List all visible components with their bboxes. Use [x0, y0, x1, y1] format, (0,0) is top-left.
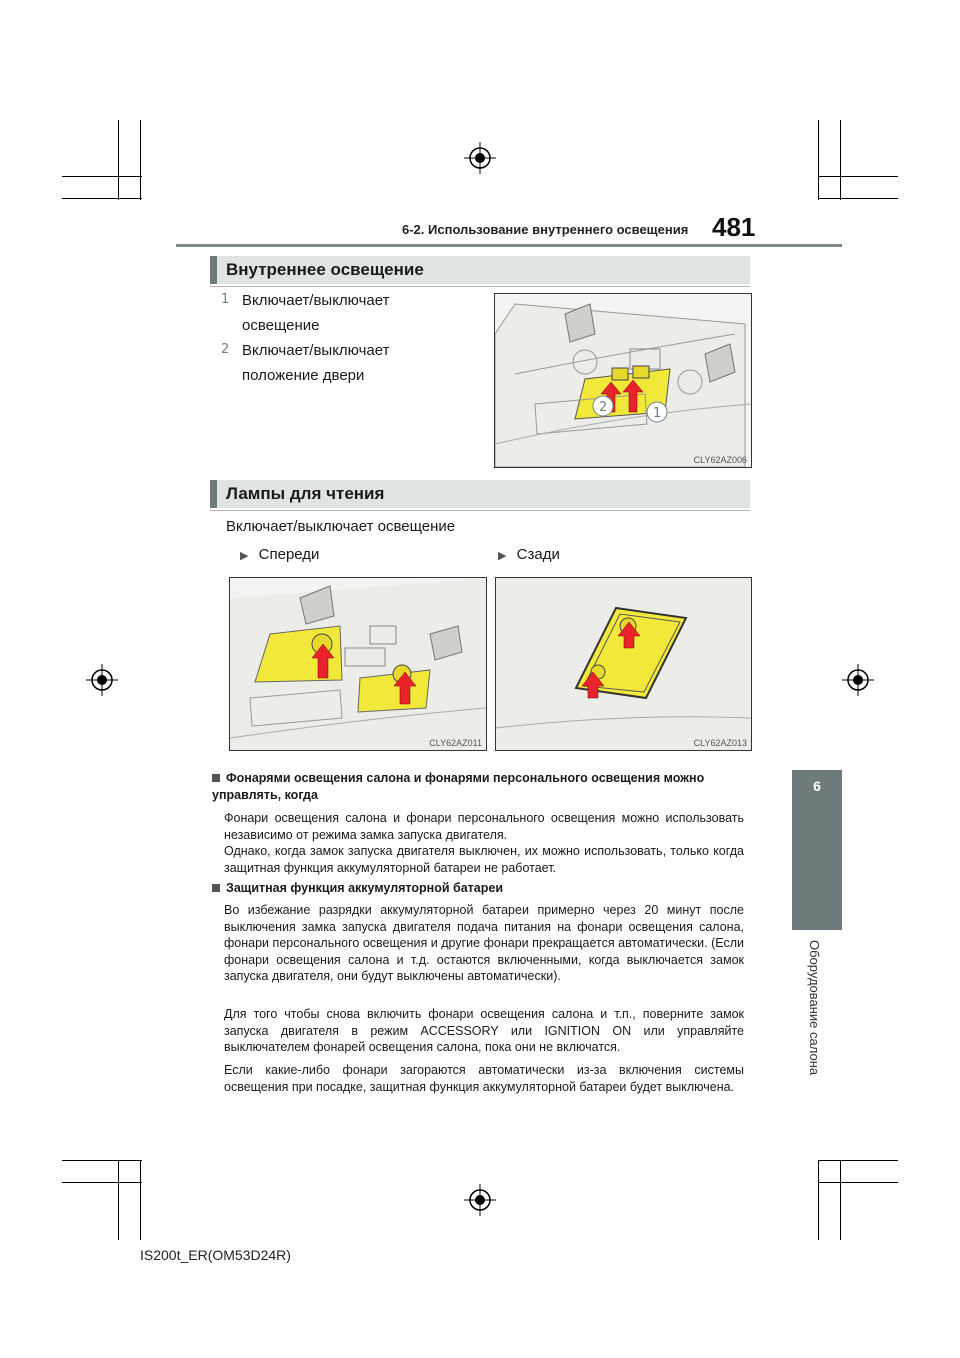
section-title-interior-text: Внутреннее освещение [226, 260, 424, 279]
figure-rear-reading-lamp [495, 577, 752, 751]
svg-text:2: 2 [599, 400, 608, 415]
svg-text:1: 1 [653, 406, 662, 421]
figure-code: CLY62AZ011 [429, 738, 482, 748]
rear-lamp-illustration [496, 578, 751, 750]
callout-1: 1 [221, 292, 230, 307]
overhead-console-illustration [495, 294, 751, 467]
square-bullet-icon [212, 884, 220, 892]
front-console-illustration [230, 578, 486, 750]
chapter-number: 6 [813, 778, 821, 794]
triangle-bullet-icon: ▶ [498, 550, 507, 562]
document-code: IS200t_ER(OM53D24R) [140, 1247, 291, 1263]
section-rule [210, 510, 750, 511]
item-1-text: Включает/выключает освещение [242, 292, 390, 334]
reading-intro: Включает/выключает освещение [226, 518, 456, 535]
item-2-text: Включает/выключает положение двери [242, 342, 390, 384]
registration-mark-icon [464, 1184, 496, 1216]
front-label: ▶ Спереди [240, 546, 320, 563]
square-bullet-icon [212, 774, 220, 782]
registration-mark-icon [842, 664, 874, 696]
chapter-label: Оборудование салона [807, 940, 822, 1076]
header-rule [176, 244, 842, 247]
note-2-paragraph-2: Для того чтобы снова включить фонари освещения салона и т.п., поверните замок запуска двигателя в режим ACCESSORY или IGNITION ON или управляйте выключателем фонарей освещения салона, пока они не включатся. [224, 1007, 744, 1054]
figure-code: CLY62AZ013 [693, 738, 747, 748]
section-title-interior [210, 256, 750, 284]
section-rule [210, 286, 750, 287]
figure-front-reading-lamps [229, 577, 487, 751]
callout-2: 2 [221, 342, 230, 357]
page-number: 481 [712, 212, 756, 242]
note-heading-2: Защитная функция аккумуляторной батареи [212, 880, 503, 897]
section-title-reading-text: Лампы для чтения [226, 484, 385, 503]
figure-interior-lights [494, 293, 752, 468]
chapter-tab [792, 770, 842, 930]
section-title-reading [210, 480, 750, 508]
running-header-section: 6-2. Использование внутреннего освещения [402, 222, 689, 237]
rear-label: ▶ Сзади [498, 546, 560, 563]
note-heading-1: Фонарями освещения салона и фонарями персонального освещения можно управлять, когда [212, 771, 705, 802]
note-2-paragraph-3: Если какие-либо фонари загораются автоматически из-за включения системы освещения при посадке, защитная функция аккумуляторной батареи будет выключена. [224, 1063, 744, 1094]
triangle-bullet-icon: ▶ [240, 550, 249, 562]
note-1-paragraph-1: Фонари освещения салона и фонари персонального освещения можно использовать независимо от режима замка запуска двигателя. [224, 811, 744, 842]
note-2-paragraph-1: Во избежание разрядки аккумуляторной батареи примерно через 20 минут после выключения замка запуска двигателя подача питания на фонари освещения салона, фонари персонального освещения и другие фонари прекращается автоматически. (Если фонари освещения салона и т.д. остаются включенными, когда выключается замок запуска двигателя, они будут выключены автоматически). [224, 903, 744, 983]
figure-code: CLY62AZ006 [693, 455, 747, 465]
registration-mark-icon [86, 664, 118, 696]
note-1-paragraph-2: Однако, когда замок запуска двигателя выключен, их можно использовать, только когда защитная функция аккумуляторной батареи не работает. [224, 844, 744, 875]
registration-mark-icon [464, 142, 496, 174]
